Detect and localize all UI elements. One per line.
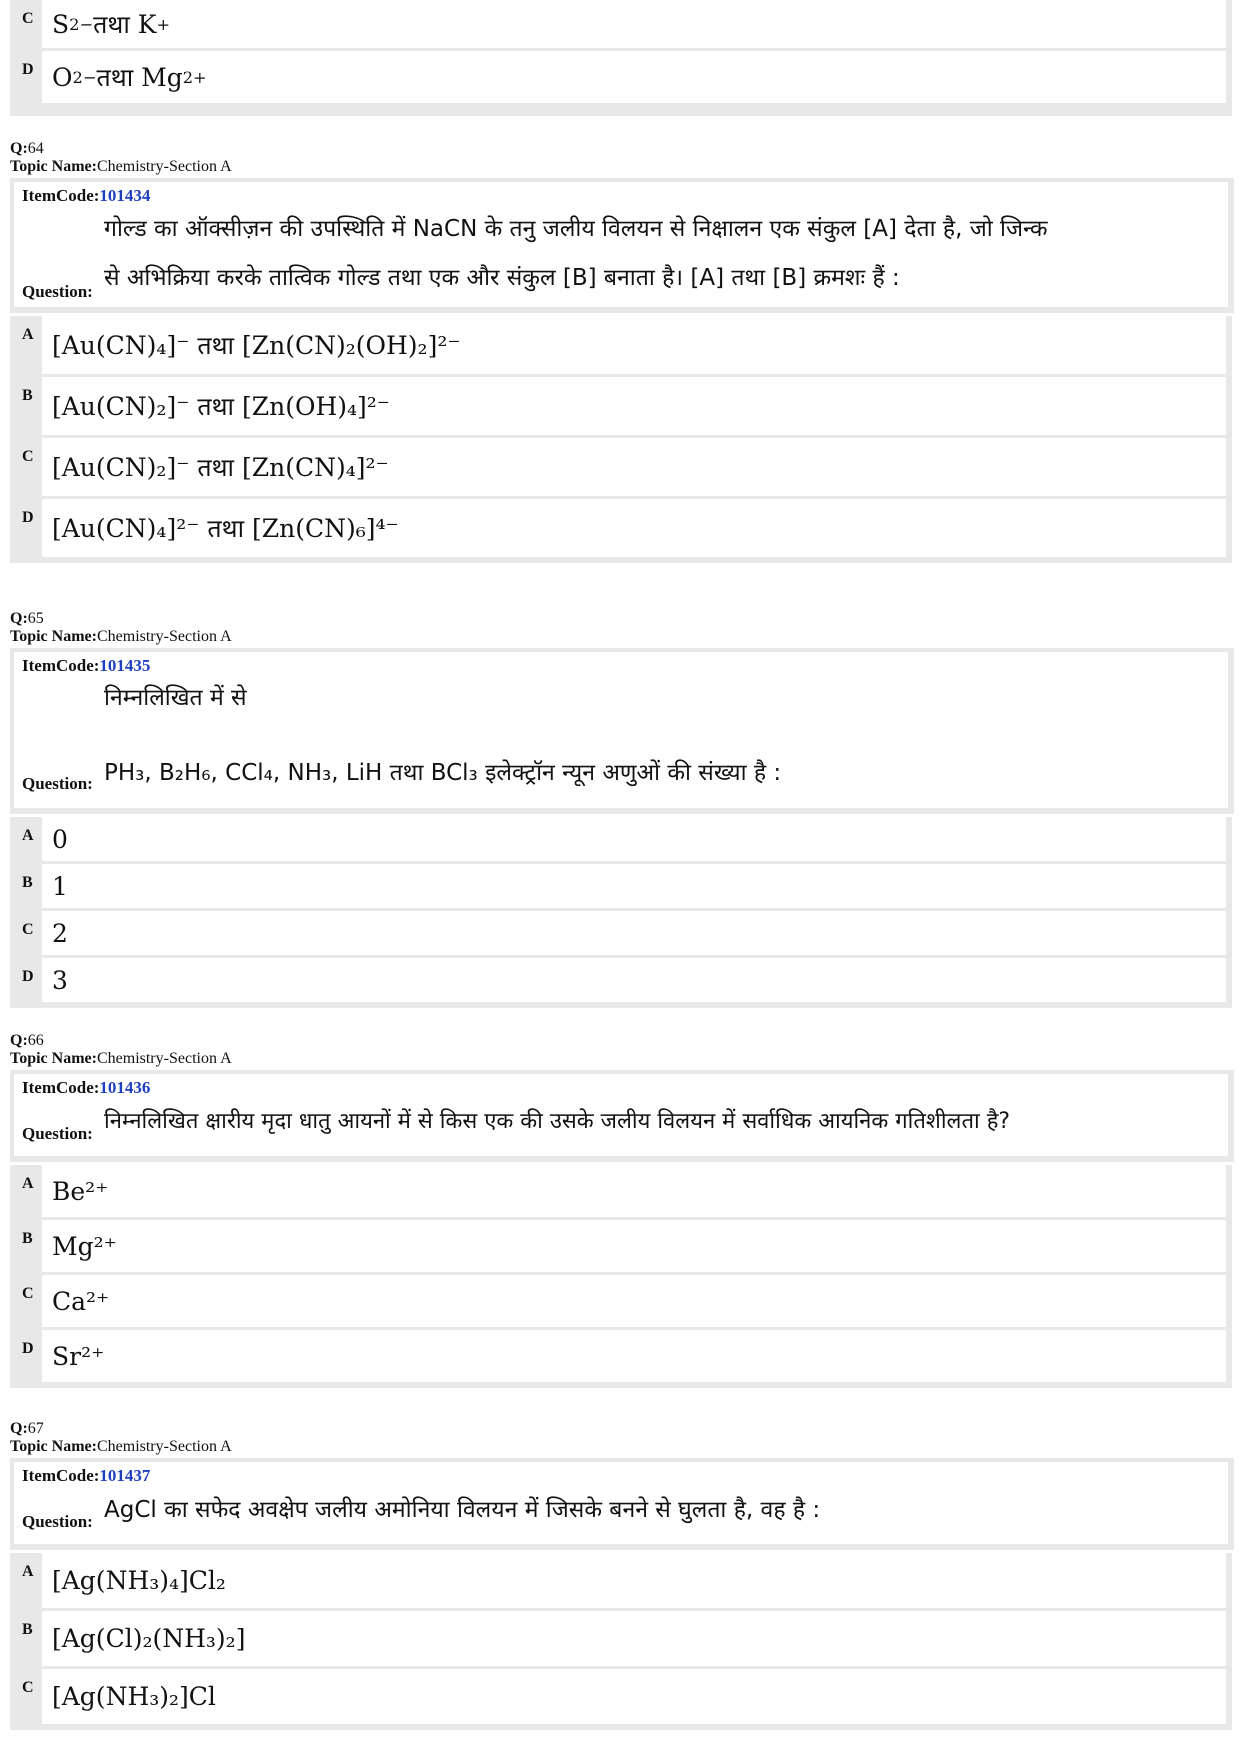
option-letter: C (12, 1275, 42, 1327)
question-label: Question: (22, 1512, 93, 1531)
question-number: Q:66 (10, 1032, 44, 1049)
option-letter: C (12, 0, 42, 48)
option-letter: A (12, 316, 42, 374)
option-text[interactable]: 3 (42, 958, 1226, 1002)
option-row-c (12, 1275, 1226, 1327)
option-letter: C (12, 911, 42, 955)
question-box (10, 178, 1234, 313)
option-row-b (12, 1611, 1226, 1666)
question-box (10, 1458, 1234, 1550)
question-text: निम्नलिखित में से PH₃, B₂H₆, CCl₄, NH₃, LiH तथा BCl₃ इलेक्ट्रॉन न्यून अणुओं की संख्या है : (104, 685, 782, 786)
question-block-67 (10, 1420, 1234, 1730)
option-letter: A (12, 1553, 42, 1608)
topic-name: Topic Name:Chemistry-Section A (10, 1438, 232, 1455)
option-row-b (12, 1220, 1226, 1272)
question-text: AgCl का सफेद अवक्षेप जलीय अमोनिया विलयन में जिसके बनने से घुलता है, वह है : (104, 1497, 821, 1523)
option-letter: B (12, 377, 42, 435)
option-row-a (12, 817, 1226, 861)
option-text[interactable]: Be²⁺ (42, 1165, 1226, 1217)
question-number: Q:67 (10, 1420, 44, 1437)
question-block-66 (10, 1032, 1234, 1388)
option-row-d (12, 958, 1226, 1002)
topic-name: Topic Name:Chemistry-Section A (10, 158, 232, 175)
question-label: Question: (22, 282, 93, 301)
option-text[interactable]: [Ag(NH₃)₂]Cl (42, 1669, 1226, 1724)
option-text[interactable]: [Au(CN)₂]⁻ तथा [Zn(OH)₄]²⁻ (42, 377, 1226, 435)
item-code: ItemCode:101437 (22, 1466, 151, 1485)
option-letter: A (12, 817, 42, 861)
options-table (10, 1165, 1232, 1388)
item-code: ItemCode:101434 (22, 186, 151, 205)
question-number: Q:65 (10, 610, 44, 627)
option-letter: D (12, 499, 42, 557)
option-letter: D (12, 51, 42, 103)
prev-options-table (10, 0, 1232, 116)
option-row-b (12, 864, 1226, 908)
option-row (12, 0, 1226, 48)
option-text[interactable]: Sr²⁺ (42, 1330, 1226, 1382)
option-row-d (12, 499, 1226, 557)
item-code: ItemCode:101435 (22, 656, 151, 675)
question-label: Question: (22, 774, 93, 793)
option-letter: B (12, 1611, 42, 1666)
item-code: ItemCode:101436 (22, 1078, 151, 1097)
options-table (10, 1553, 1232, 1730)
question-box (10, 648, 1234, 814)
question-text: निम्नलिखित क्षारीय मृदा धातु आयनों में से किस एक की उसके जलीय विलयन में सर्वाधिक आयनिक गतिशीलता है? (104, 1109, 1011, 1134)
option-text[interactable]: 0 (42, 817, 1226, 861)
option-letter: D (12, 958, 42, 1002)
option-letter: A (12, 1165, 42, 1217)
option-text[interactable]: O 2− तथा Mg 2+ (42, 51, 1226, 103)
option-text[interactable]: [Au(CN)₄]⁻ तथा [Zn(CN)₂(OH)₂]²⁻ (42, 316, 1226, 374)
topic-name: Topic Name:Chemistry-Section A (10, 1050, 232, 1067)
option-text[interactable]: 1 (42, 864, 1226, 908)
option-letter: C (12, 438, 42, 496)
option-row-b (12, 377, 1226, 435)
option-row-c (12, 911, 1226, 955)
option-letter: B (12, 1220, 42, 1272)
option-row-c (12, 438, 1226, 496)
option-letter: D (12, 1330, 42, 1382)
option-row-a (12, 316, 1226, 374)
question-text: गोल्ड का ऑक्सीज़न की उपस्थिति में NaCN के तनु जलीय विलयन से निक्षालन एक संकुल [A] देता है, जो जिन्क से अभिक्रिया करके तात्विक गोल्ड तथा एक और संकुल [B] बनाता है। [A] तथा [B] क्रमशः हैं : (104, 216, 1048, 291)
option-text[interactable]: Ca²⁺ (42, 1275, 1226, 1327)
option-row-a (12, 1165, 1226, 1217)
option-text[interactable]: [Au(CN)₄]²⁻ तथा [Zn(CN)₆]⁴⁻ (42, 499, 1226, 557)
question-number: Q:64 (10, 140, 44, 157)
option-row (12, 51, 1226, 103)
option-text[interactable]: 2 (42, 911, 1226, 955)
topic-name: Topic Name:Chemistry-Section A (10, 628, 232, 645)
question-block-64 (10, 140, 1234, 563)
options-table (10, 316, 1232, 563)
option-text[interactable]: [Ag(Cl)₂(NH₃)₂] (42, 1611, 1226, 1666)
option-text[interactable]: Mg²⁺ (42, 1220, 1226, 1272)
option-row-d (12, 1330, 1226, 1382)
option-text[interactable]: S 2− तथा K + (42, 0, 1226, 48)
option-text[interactable]: [Ag(NH₃)₄]Cl₂ (42, 1553, 1226, 1608)
question-label: Question: (22, 1124, 93, 1143)
option-row-c (12, 1669, 1226, 1724)
options-table (10, 817, 1232, 1008)
option-letter: C (12, 1669, 42, 1724)
question-box (10, 1070, 1234, 1162)
option-row-a (12, 1553, 1226, 1608)
option-text[interactable]: [Au(CN)₂]⁻ तथा [Zn(CN)₄]²⁻ (42, 438, 1226, 496)
question-block-65 (10, 610, 1234, 1008)
option-letter: B (12, 864, 42, 908)
